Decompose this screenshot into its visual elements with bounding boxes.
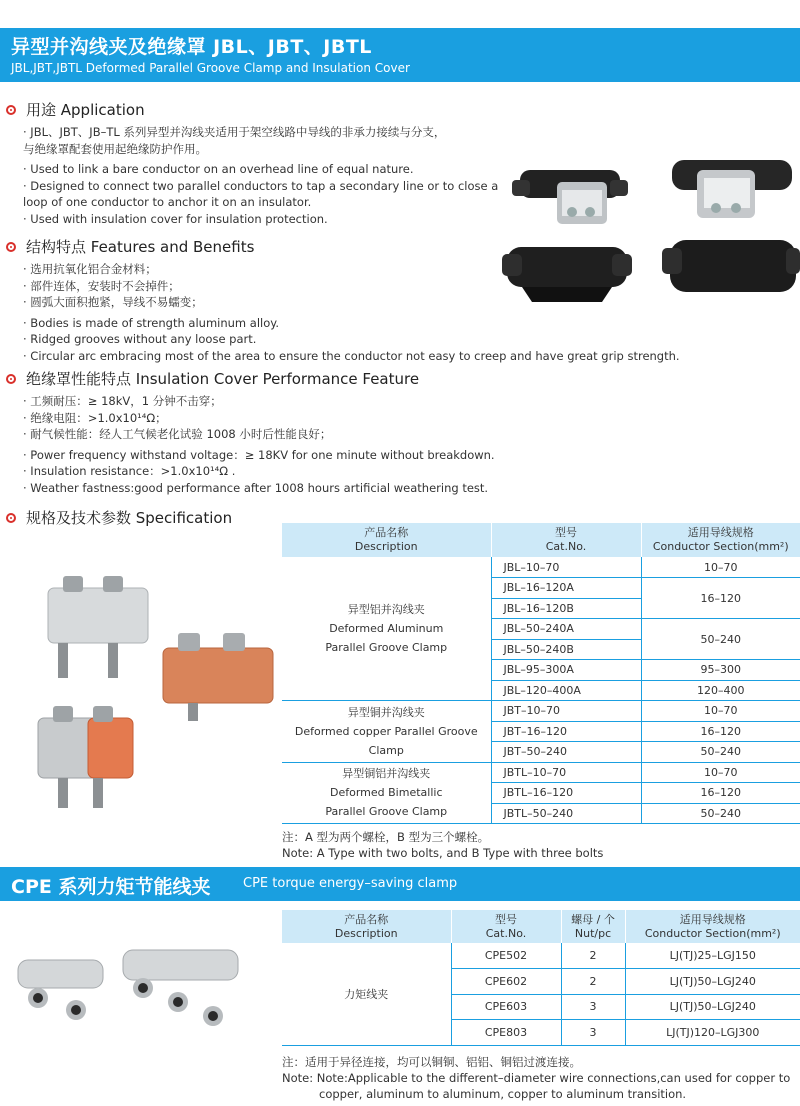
spec-cat: JBL–50–240B <box>491 639 641 660</box>
application-list <box>23 124 498 228</box>
cpe-clamp-photo <box>8 940 243 1050</box>
spec-note <box>282 829 603 861</box>
application-line: · JBL、JBT、JB–TL 系列异型并沟线夹适用于架空线路中导线的非承力接续与分支， <box>23 125 446 139</box>
spec-cat: JBT–16–120 <box>491 721 641 742</box>
spec-col-catno: 型号 Cat.No. <box>491 523 641 557</box>
spec-group-copper: 异型铜并沟线夹 Deformed copper Parallel Groove Clamp <box>282 701 491 763</box>
cpe-section: LJ(TJ)120–LGJ300 <box>625 1020 800 1046</box>
cpe-note-cn: 注：适用于异径连接，均可以铜铜、铝铝、铜铝过渡连接。 <box>282 1055 581 1069</box>
spec-section: 16–120 <box>641 721 800 742</box>
spec-section: 16–120 <box>641 783 800 804</box>
cpe-subtitle: CPE torque energy–saving clamp <box>243 876 458 891</box>
cpe-cat: CPE502 <box>451 943 561 969</box>
red-circle-bullet-icon <box>6 105 16 115</box>
spec-col-description: 产品名称 Description <box>282 523 491 557</box>
cpe-table <box>282 910 800 1046</box>
cpe-col-description: 产品名称 Description <box>282 910 451 943</box>
cpe-note <box>282 1054 790 1102</box>
application-line: · Used to link a bare conductor on an overhead line of equal nature. <box>23 162 414 177</box>
spec-cat: JBL–16–120B <box>491 598 641 619</box>
spec-section: 50–240 <box>641 742 800 763</box>
spec-cat: JBT–50–240 <box>491 742 641 763</box>
spec-section: 50–240 <box>641 619 800 660</box>
cpe-banner <box>0 867 800 901</box>
features-line: · 部件连体，安装时不会掉件； <box>23 278 180 293</box>
insulation-line: · Weather fastness:good performance after 1008 hours artificial weathering test. <box>23 480 489 495</box>
insulation-line: · 耐气候性能：经人工气候老化试验 1008 小时后性能良好； <box>23 427 332 442</box>
spec-cat: JBL–50–240A <box>491 619 641 640</box>
spec-section: 10–70 <box>641 701 800 722</box>
cpe-note-en: Note: Note:Applicable to the different–diameter wire connections,can used for copper to <box>282 1071 791 1085</box>
cpe-col-section: 适用导线规格 Conductor Section(mm²) <box>625 910 800 943</box>
cpe-nut: 3 <box>561 994 625 1020</box>
cpe-note-en-cont: copper, aluminum to aluminum, copper to aluminum transition. <box>319 1087 687 1101</box>
spec-section: 10–70 <box>641 557 800 578</box>
spec-section: 50–240 <box>641 803 800 824</box>
features-line: · Bodies is made of strength aluminum alloy. <box>23 315 280 330</box>
page-subtitle: JBL,JBT,JBTL Deformed Parallel Groove Clamp and Insulation Cover <box>11 61 410 75</box>
features-line: · 选用抗氧化铝合金材料； <box>23 262 157 276</box>
spec-cat: JBTL–10–70 <box>491 762 641 783</box>
application-line: · Designed to connect two parallel conductors to tap a secondary line or to close a <box>23 178 499 193</box>
red-circle-bullet-icon <box>6 242 16 252</box>
spec-heading: 规格及技术参数 Specification <box>6 507 232 528</box>
cpe-section: LJ(TJ)50–LGJ240 <box>625 994 800 1020</box>
spec-table <box>282 523 800 824</box>
insulation-line: · Power frequency withstand voltage：≥ 18KV for one minute without breakdown. <box>23 447 495 462</box>
application-heading: 用途 Application <box>6 99 145 120</box>
spec-cat: JBT–10–70 <box>491 701 641 722</box>
cpe-col-nut: 螺母 / 个 Nut/pc <box>561 910 625 943</box>
spec-note-cn: 注：A 型为两个螺栓，B 型为三个螺栓。 <box>282 830 490 844</box>
cpe-cat: CPE603 <box>451 994 561 1020</box>
spec-section: 10–70 <box>641 762 800 783</box>
cpe-col-catno: 型号 Cat.No. <box>451 910 561 943</box>
spec-section: 16–120 <box>641 578 800 619</box>
cpe-nut: 2 <box>561 969 625 995</box>
spec-group-bimetallic: 异型铜铝并沟线夹 Deformed Bimetallic Parallel Groove Clamp <box>282 762 491 824</box>
insulation-heading: 绝缘罩性能特点 Insulation Cover Performance Feature <box>6 368 419 389</box>
spec-cat: JBTL–50–240 <box>491 803 641 824</box>
application-line: · Used with insulation cover for insulation protection. <box>23 211 328 226</box>
spec-cat: JBL–16–120A <box>491 578 641 599</box>
cpe-title: CPE 系列力矩节能线夹 <box>11 876 211 898</box>
spec-note-en: Note: A Type with two bolts, and B Type with three bolts <box>282 846 604 860</box>
application-line: loop of one conductor to anchor it on an insulator. <box>23 195 312 210</box>
cpe-section: LJ(TJ)50–LGJ240 <box>625 969 800 995</box>
cpe-nut: 2 <box>561 943 625 969</box>
features-list <box>23 261 680 365</box>
insulation-list <box>23 393 495 497</box>
spec-cat: JBTL–16–120 <box>491 783 641 804</box>
features-line: · Circular arc embracing most of the area to ensure the conductor not easy to creep and have great grip strength. <box>23 348 680 363</box>
insulation-line: · 绝缘电阻：>1.0x10¹⁴Ω； <box>23 410 167 425</box>
cpe-section: LJ(TJ)25–LGJ150 <box>625 943 800 969</box>
title-banner <box>0 28 800 82</box>
cpe-product-name: 力矩线夹 <box>282 943 451 1045</box>
insulation-line: · 工频耐压：≥ 18kV，1 分钟不击穿； <box>23 394 222 408</box>
spec-cat: JBL–95–300A <box>491 660 641 681</box>
insulation-line: · Insulation resistance：>1.0x10¹⁴Ω . <box>23 464 236 479</box>
red-circle-bullet-icon <box>6 374 16 384</box>
cpe-cat: CPE803 <box>451 1020 561 1046</box>
features-line: · Ridged grooves without any loose part. <box>23 332 257 347</box>
features-heading: 结构特点 Features and Benefits <box>6 236 254 257</box>
spec-section: 95–300 <box>641 660 800 681</box>
cpe-nut: 3 <box>561 1020 625 1046</box>
spec-group-aluminum: 异型铝并沟线夹 Deformed Aluminum Parallel Groove Clamp <box>282 557 491 701</box>
spec-cat: JBL–120–400A <box>491 680 641 701</box>
spec-col-section: 适用导线规格 Conductor Section(mm²) <box>641 523 800 557</box>
application-line: 与绝缘罩配套使用起绝缘防护作用。 <box>23 141 207 156</box>
clamp-photos <box>18 568 283 818</box>
spec-cat: JBL–10–70 <box>491 557 641 578</box>
red-circle-bullet-icon <box>6 513 16 523</box>
spec-section: 120–400 <box>641 680 800 701</box>
features-line: · 圆弧大面积抱紧，导线不易蠕变； <box>23 295 203 310</box>
page-title: 异型并沟线夹及绝缘罩 JBL、JBT、JBTL <box>11 36 372 58</box>
cpe-cat: CPE602 <box>451 969 561 995</box>
